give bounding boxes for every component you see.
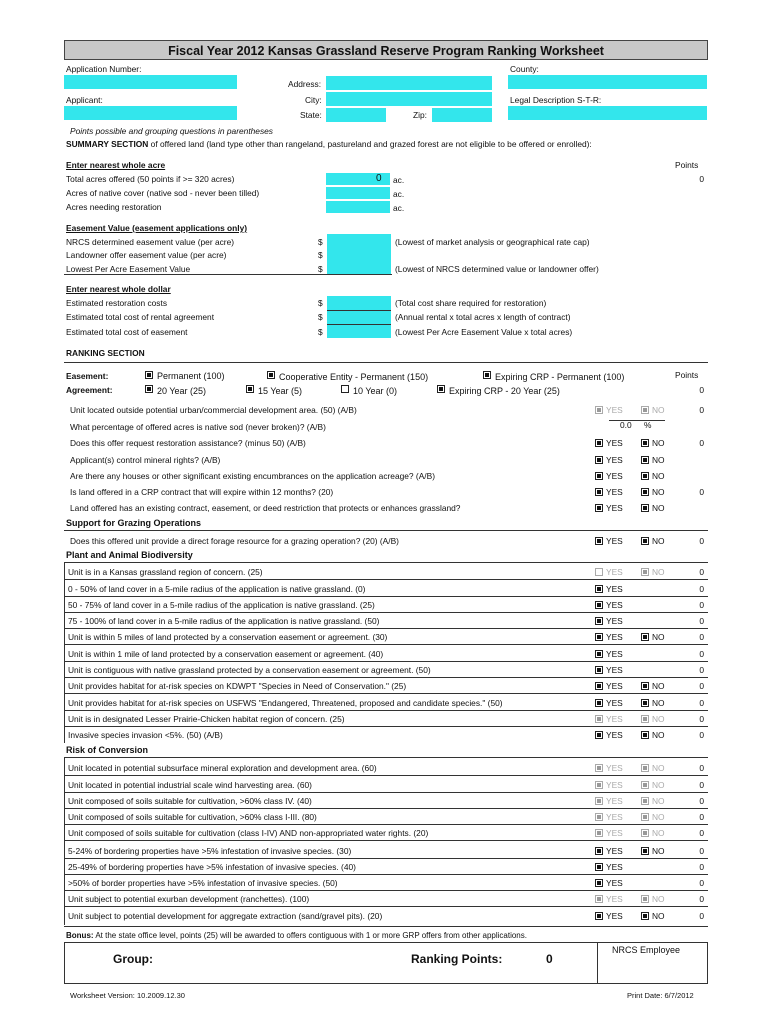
percent-value: 0.0 bbox=[620, 420, 632, 430]
grazing-divider bbox=[64, 530, 708, 531]
ten-year-checkbox[interactable] bbox=[341, 385, 349, 393]
row-points: 0 bbox=[699, 681, 704, 691]
question-text: Unit is within 5 miles of land protected by a conservation easement or agreement. (30) bbox=[68, 632, 388, 642]
permanent-checkbox[interactable] bbox=[145, 371, 153, 379]
legal-description-label: Legal Description S-T-R: bbox=[510, 95, 602, 105]
question-text: What percentage of offered acres is native sod (never broken)? (A/B) bbox=[70, 422, 326, 432]
row-points: 0 bbox=[699, 405, 704, 415]
total-acres-points: 0 bbox=[699, 174, 704, 184]
question-text: Unit is within 1 mile of land protected by a conservation easement or agreement. (40) bbox=[68, 649, 384, 659]
yes-label: YES bbox=[606, 828, 623, 838]
row-divider bbox=[64, 596, 708, 597]
expiring-twenty-option: Expiring CRP - 20 Year (25) bbox=[449, 386, 560, 396]
no-checkbox[interactable] bbox=[641, 912, 649, 920]
row-points: 0 bbox=[699, 567, 704, 577]
row-divider bbox=[64, 840, 708, 841]
plant-divider bbox=[64, 562, 708, 563]
worksheet-version: Worksheet Version: 10.2009.12.30 bbox=[70, 991, 185, 1000]
fifteen-year-checkbox[interactable] bbox=[246, 385, 254, 393]
no-label: NO bbox=[652, 471, 665, 481]
row-points: 0 bbox=[699, 616, 704, 626]
yes-label: YES bbox=[606, 471, 623, 481]
dollar-sign-2: $ bbox=[318, 250, 323, 260]
points-note: Points possible and grouping questions in parentheses bbox=[70, 126, 273, 136]
dollar-header: Enter nearest whole dollar bbox=[66, 284, 171, 294]
yes-label: YES bbox=[606, 698, 623, 708]
no-label: NO bbox=[652, 487, 665, 497]
question-text: Unit composed of soils suitable for cultivation (class I-IV) AND non-appropriated water rights. (20) bbox=[68, 828, 429, 838]
yes-label: YES bbox=[606, 649, 623, 659]
row-points: 0 bbox=[699, 862, 704, 872]
question-text: 50 - 75% of land cover in a 5-mile radius of the application is native grassland. (25) bbox=[68, 600, 375, 610]
row-points: 0 bbox=[699, 584, 704, 594]
no-label: NO bbox=[652, 503, 665, 513]
address-field[interactable] bbox=[326, 76, 492, 90]
nrcs-value-label: NRCS determined easement value (per acre) bbox=[66, 237, 235, 247]
easement-cost-label: Estimated total cost of easement bbox=[66, 327, 188, 337]
easement-label: Easement: bbox=[66, 371, 109, 381]
no-checkbox[interactable] bbox=[641, 504, 649, 512]
no-label: NO bbox=[652, 780, 665, 790]
yes-checkbox[interactable] bbox=[595, 633, 603, 641]
ranking-points-value: 0 bbox=[546, 952, 553, 966]
question-text: 75 - 100% of land cover in a 5-mile radius of the application is native grassland. (50) bbox=[68, 616, 380, 626]
easement-cost-note: (Lowest Per Acre Easement Value x total acres) bbox=[395, 327, 573, 337]
easement-value-fields[interactable] bbox=[327, 234, 391, 274]
row-divider bbox=[64, 874, 708, 875]
yes-label: YES bbox=[606, 894, 623, 904]
no-label: NO bbox=[652, 812, 665, 822]
state-field[interactable] bbox=[326, 108, 386, 122]
yes-checkbox[interactable] bbox=[595, 699, 603, 707]
question-text: Does this offered unit provide a direct forage resource for a grazing operation? (20) (A/B) bbox=[70, 536, 399, 546]
row-divider bbox=[64, 792, 708, 793]
question-text: Unit provides habitat for at-risk species on USFWS "Endangered, Threatened, proposed and candidate species." (50) bbox=[68, 698, 503, 708]
county-field[interactable] bbox=[508, 75, 707, 89]
no-label: NO bbox=[652, 796, 665, 806]
yes-label: YES bbox=[606, 600, 623, 610]
no-label: NO bbox=[652, 681, 665, 691]
yes-checkbox[interactable] bbox=[595, 781, 603, 789]
row-points: 0 bbox=[699, 487, 704, 497]
rental-agreement-label: Estimated total cost of rental agreement bbox=[66, 312, 215, 322]
yes-checkbox[interactable] bbox=[595, 895, 603, 903]
yes-label: YES bbox=[606, 632, 623, 642]
cooperative-option: Cooperative Entity - Permanent (150) bbox=[279, 372, 429, 382]
dollar-sign-3: $ bbox=[318, 264, 323, 274]
yes-checkbox[interactable] bbox=[595, 439, 603, 447]
acre-header: Enter nearest whole acre bbox=[66, 160, 166, 170]
question-text: Unit located in potential subsurface mineral exploration and development area. (60) bbox=[68, 763, 377, 773]
yes-label: YES bbox=[606, 763, 623, 773]
ranking-divider bbox=[64, 362, 708, 363]
row-points: 0 bbox=[699, 600, 704, 610]
print-date: Print Date: 6/7/2012 bbox=[627, 991, 694, 1000]
restoration-costs-label: Estimated restoration costs bbox=[66, 298, 168, 308]
question-text: Invasive species invasion <5%. (50) (A/B) bbox=[68, 730, 223, 740]
plant-header: Plant and Animal Biodiversity bbox=[66, 550, 193, 560]
risk-header: Risk of Conversion bbox=[66, 745, 149, 755]
question-text: Unit is in designated Lesser Prairie-Chicken habitat region of concern. (25) bbox=[68, 714, 345, 724]
no-checkbox[interactable] bbox=[641, 813, 649, 821]
no-label: NO bbox=[652, 438, 665, 448]
row-points: 0 bbox=[699, 714, 704, 724]
yes-checkbox[interactable] bbox=[595, 601, 603, 609]
row-divider bbox=[64, 890, 708, 891]
row-divider bbox=[64, 808, 708, 809]
question-text: Land offered has an existing contract, easement, or deed restriction that protects or enhances grassland? bbox=[70, 503, 461, 513]
restoration-acres-label: Acres needing restoration bbox=[66, 202, 162, 212]
yes-checkbox[interactable] bbox=[595, 764, 603, 772]
application-number-field[interactable] bbox=[64, 75, 237, 89]
cooperative-checkbox[interactable] bbox=[267, 371, 275, 379]
twenty-year-option: 20 Year (25) bbox=[157, 386, 207, 396]
lowest-value-note: (Lowest of NRCS determined value or landowner offer) bbox=[395, 264, 599, 274]
row-divider bbox=[64, 644, 708, 645]
cost-divider-2 bbox=[327, 324, 391, 325]
yes-checkbox[interactable] bbox=[595, 813, 603, 821]
yes-checkbox[interactable] bbox=[595, 715, 603, 723]
question-text: Unit is in a Kansas grassland region of concern. (25) bbox=[68, 567, 263, 577]
row-divider bbox=[64, 628, 708, 629]
no-label: NO bbox=[652, 455, 665, 465]
grazing-header: Support for Grazing Operations bbox=[66, 518, 202, 528]
no-checkbox[interactable] bbox=[641, 456, 649, 464]
yes-checkbox[interactable] bbox=[595, 682, 603, 690]
yes-checkbox[interactable] bbox=[595, 406, 603, 414]
cost-divider-1 bbox=[327, 310, 391, 311]
row-points: 0 bbox=[699, 812, 704, 822]
expiring-permanent-checkbox[interactable] bbox=[483, 371, 491, 379]
no-checkbox[interactable] bbox=[641, 568, 649, 576]
permanent-option: Permanent (100) bbox=[157, 371, 225, 381]
no-label: NO bbox=[652, 632, 665, 642]
easement-value-header: Easement Value (easement applications only) bbox=[66, 223, 248, 233]
yes-label: YES bbox=[606, 730, 623, 740]
yes-checkbox[interactable] bbox=[595, 847, 603, 855]
native-cover-label: Acres of native cover (native sod - never been tilled) bbox=[66, 188, 260, 198]
row-points: 0 bbox=[699, 911, 704, 921]
no-checkbox[interactable] bbox=[641, 781, 649, 789]
yes-checkbox[interactable] bbox=[595, 879, 603, 887]
yes-checkbox[interactable] bbox=[595, 666, 603, 674]
twenty-year-checkbox[interactable] bbox=[145, 385, 153, 393]
yes-label: YES bbox=[606, 665, 623, 675]
row-divider bbox=[64, 726, 708, 727]
row-points: 0 bbox=[699, 780, 704, 790]
yes-checkbox[interactable] bbox=[595, 650, 603, 658]
question-text: 25-49% of bordering properties have >5% infestation of invasive species. (40) bbox=[68, 862, 356, 872]
no-checkbox[interactable] bbox=[641, 829, 649, 837]
percent-underline bbox=[609, 420, 665, 421]
landowner-offer-label: Landowner offer easement value (per acre) bbox=[66, 250, 227, 260]
question-text: >50% of border properties have >5% infestation of invasive species. (50) bbox=[68, 878, 338, 888]
agreement-label: Agreement: bbox=[66, 385, 113, 395]
yes-checkbox[interactable] bbox=[595, 488, 603, 496]
summary-points-header: Points bbox=[675, 160, 699, 170]
native-cover-field[interactable] bbox=[326, 187, 390, 199]
yes-label: YES bbox=[606, 714, 623, 724]
ac-unit-1: ac. bbox=[393, 175, 405, 185]
no-label: NO bbox=[652, 911, 665, 921]
row-divider bbox=[64, 858, 708, 859]
zip-field[interactable] bbox=[432, 108, 492, 122]
row-points: 0 bbox=[699, 698, 704, 708]
yes-label: YES bbox=[606, 405, 623, 415]
row-divider bbox=[64, 906, 708, 907]
total-acres-value: 0 bbox=[376, 173, 382, 184]
no-checkbox[interactable] bbox=[641, 488, 649, 496]
row-divider bbox=[64, 710, 708, 711]
yes-label: YES bbox=[606, 616, 623, 626]
no-checkbox[interactable] bbox=[641, 847, 649, 855]
city-field[interactable] bbox=[326, 92, 492, 106]
yes-label: YES bbox=[606, 911, 623, 921]
state-label: State: bbox=[300, 110, 322, 120]
yes-label: YES bbox=[606, 862, 623, 872]
yes-checkbox[interactable] bbox=[595, 456, 603, 464]
yes-checkbox[interactable] bbox=[595, 797, 603, 805]
question-text: Unit provides habitat for at-risk species on KDWPT "Species in Need of Conservation." (25) bbox=[68, 681, 407, 691]
plant-left-border bbox=[64, 562, 65, 743]
row-divider bbox=[64, 661, 708, 662]
group-label: Group: bbox=[113, 952, 153, 966]
yes-label: YES bbox=[606, 487, 623, 497]
bonus-line bbox=[66, 930, 527, 941]
no-checkbox[interactable] bbox=[641, 472, 649, 480]
question-text: Unit subject to potential exurban development (ranchettes). (100) bbox=[68, 894, 310, 904]
summary-section-label: SUMMARY SECTION bbox=[66, 139, 149, 149]
summary-section-text: of offered land (land type other than rangeland, pastureland and grazed forest are not eligible to be offered or enrolled): bbox=[148, 139, 592, 149]
yes-checkbox[interactable] bbox=[595, 863, 603, 871]
worksheet-title: Fiscal Year 2012 Kansas Grassland Reserve Program Ranking Worksheet bbox=[64, 40, 708, 60]
yes-label: YES bbox=[606, 584, 623, 594]
row-points: 0 bbox=[699, 438, 704, 448]
no-label: NO bbox=[652, 894, 665, 904]
question-text: Unit located outside potential urban/commercial development area. (50) (A/B) bbox=[70, 405, 357, 415]
no-label: NO bbox=[652, 763, 665, 773]
yes-label: YES bbox=[606, 846, 623, 856]
percent-sign: % bbox=[644, 420, 652, 430]
yes-checkbox[interactable] bbox=[595, 585, 603, 593]
yes-label: YES bbox=[606, 503, 623, 513]
applicant-label: Applicant: bbox=[66, 95, 103, 105]
nrcs-employee-label: NRCS Employee bbox=[612, 945, 681, 955]
yes-checkbox[interactable] bbox=[595, 912, 603, 920]
row-points: 0 bbox=[699, 665, 704, 675]
cost-share-note: (Total cost share required for restoration) bbox=[395, 298, 547, 308]
question-text: 5-24% of bordering properties have >5% infestation of invasive species. (30) bbox=[68, 846, 352, 856]
fifteen-year-option: 15 Year (5) bbox=[258, 386, 303, 396]
yes-label: YES bbox=[606, 780, 623, 790]
no-label: NO bbox=[652, 405, 665, 415]
row-divider bbox=[64, 579, 708, 580]
restoration-acres-field[interactable] bbox=[326, 201, 390, 213]
row-divider bbox=[64, 677, 708, 678]
legal-description-field[interactable] bbox=[508, 106, 707, 120]
question-text: 0 - 50% of land cover in a 5-mile radius of the application is native grassland. (0) bbox=[68, 584, 366, 594]
row-points: 0 bbox=[699, 894, 704, 904]
easement-divider bbox=[64, 274, 392, 275]
dollar-sign-5: $ bbox=[318, 312, 323, 322]
question-text: Unit subject to potential development for aggregate extraction (sand/gravel pits). (20) bbox=[68, 911, 383, 921]
risk-bottom-divider bbox=[64, 926, 708, 927]
row-divider bbox=[64, 775, 708, 776]
row-points: 0 bbox=[699, 763, 704, 773]
summary-section-line bbox=[66, 139, 592, 150]
risk-left-border bbox=[64, 757, 65, 925]
yes-label: YES bbox=[606, 812, 623, 822]
row-divider bbox=[64, 612, 708, 613]
no-label: NO bbox=[652, 536, 665, 546]
yes-label: YES bbox=[606, 681, 623, 691]
question-text: Is land offered in a CRP contract that will expire within 12 months? (20) bbox=[70, 487, 334, 497]
yes-checkbox[interactable] bbox=[595, 537, 603, 545]
row-points: 0 bbox=[699, 796, 704, 806]
question-text: Applicant(s) control mineral rights? (A/B) bbox=[70, 455, 221, 465]
city-label: City: bbox=[305, 95, 322, 105]
yes-checkbox[interactable] bbox=[595, 472, 603, 480]
yes-checkbox[interactable] bbox=[595, 617, 603, 625]
rental-note: (Annual rental x total acres x length of contract) bbox=[395, 312, 571, 322]
no-checkbox[interactable] bbox=[641, 633, 649, 641]
total-acres-label: Total acres offered (50 points if >= 320 acres) bbox=[66, 174, 235, 184]
bonus-label: Bonus: bbox=[66, 931, 94, 940]
yes-label: YES bbox=[606, 455, 623, 465]
no-label: NO bbox=[652, 730, 665, 740]
yes-label: YES bbox=[606, 796, 623, 806]
question-text: Unit is contiguous with native grassland protected by a conservation easement or agreement. (50) bbox=[68, 665, 431, 675]
yes-checkbox[interactable] bbox=[595, 504, 603, 512]
dollar-sign-1: $ bbox=[318, 237, 323, 247]
no-checkbox[interactable] bbox=[641, 699, 649, 707]
applicant-field[interactable] bbox=[64, 106, 237, 120]
lowest-value-label: Lowest Per Acre Easement Value bbox=[66, 264, 191, 274]
row-points: 0 bbox=[699, 878, 704, 888]
no-label: NO bbox=[652, 846, 665, 856]
question-text: Unit composed of soils suitable for cultivation, >60% class I-III. (80) bbox=[68, 812, 317, 822]
yes-label: YES bbox=[606, 536, 623, 546]
no-checkbox[interactable] bbox=[641, 537, 649, 545]
yes-label: YES bbox=[606, 878, 623, 888]
risk-divider bbox=[64, 757, 708, 758]
application-number-label: Application Number: bbox=[66, 64, 142, 74]
no-checkbox[interactable] bbox=[641, 895, 649, 903]
yes-checkbox[interactable] bbox=[595, 731, 603, 739]
ac-unit-2: ac. bbox=[393, 189, 405, 199]
no-checkbox[interactable] bbox=[641, 797, 649, 805]
county-label: County: bbox=[510, 64, 539, 74]
dollar-sign-4: $ bbox=[318, 298, 323, 308]
row-points: 0 bbox=[699, 632, 704, 642]
row-points: 0 bbox=[699, 828, 704, 838]
no-label: NO bbox=[652, 828, 665, 838]
yes-label: YES bbox=[606, 567, 623, 577]
market-analysis-note: (Lowest of market analysis or geographical rate cap) bbox=[395, 237, 590, 247]
no-checkbox[interactable] bbox=[641, 764, 649, 772]
no-checkbox[interactable] bbox=[641, 731, 649, 739]
row-points: 0 bbox=[699, 846, 704, 856]
address-label: Address: bbox=[288, 79, 322, 89]
ranking-points-label: Ranking Points: bbox=[411, 952, 503, 966]
cost-fields[interactable] bbox=[327, 296, 391, 338]
no-label: NO bbox=[652, 698, 665, 708]
zip-label: Zip: bbox=[413, 110, 427, 120]
no-checkbox[interactable] bbox=[641, 682, 649, 690]
no-checkbox[interactable] bbox=[641, 439, 649, 447]
question-text: Does this offer request restoration assistance? (minus 50) (A/B) bbox=[70, 438, 306, 448]
no-label: NO bbox=[652, 567, 665, 577]
bonus-text: At the state office level, points (25) will be awarded to offers contiguous with 1 or more GRP offers from other applications. bbox=[93, 931, 527, 940]
row-points: 0 bbox=[699, 536, 704, 546]
yes-checkbox[interactable] bbox=[595, 829, 603, 837]
ranking-section-label: RANKING SECTION bbox=[66, 348, 145, 358]
expiring-twenty-checkbox[interactable] bbox=[437, 385, 445, 393]
question-text: Are there any houses or other significant existing encumbrances on the application acreage? (A/B) bbox=[70, 471, 435, 481]
ac-unit-3: ac. bbox=[393, 203, 405, 213]
question-text: Unit located in potential industrial scale wind harvesting area. (60) bbox=[68, 780, 312, 790]
row-divider bbox=[64, 824, 708, 825]
question-text: Unit composed of soils suitable for cultivation, >60% class IV. (40) bbox=[68, 796, 312, 806]
row-points: 0 bbox=[699, 649, 704, 659]
yes-checkbox[interactable] bbox=[595, 568, 603, 576]
dollar-sign-6: $ bbox=[318, 327, 323, 337]
yes-label: YES bbox=[606, 438, 623, 448]
ten-year-option: 10 Year (0) bbox=[353, 386, 398, 396]
row-divider bbox=[64, 693, 708, 694]
no-checkbox[interactable] bbox=[641, 406, 649, 414]
ranking-points-header: Points bbox=[675, 370, 699, 380]
ranking-points-total: 0 bbox=[699, 385, 704, 395]
no-checkbox[interactable] bbox=[641, 715, 649, 723]
expiring-permanent-option: Expiring CRP - Permanent (100) bbox=[495, 372, 625, 382]
no-label: NO bbox=[652, 714, 665, 724]
row-points: 0 bbox=[699, 730, 704, 740]
